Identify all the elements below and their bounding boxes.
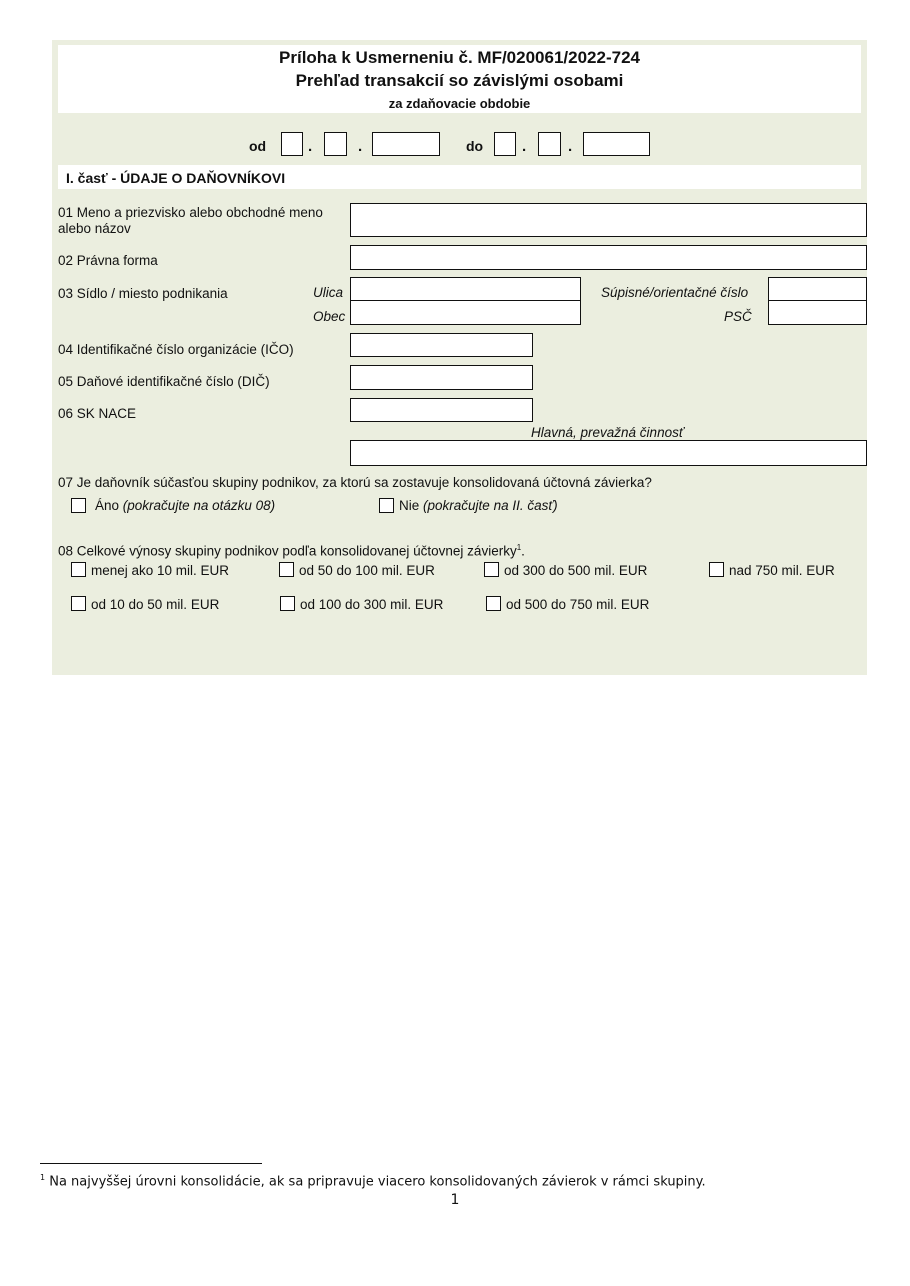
period-from-month[interactable]	[324, 132, 347, 156]
footnote-number: 1	[40, 1173, 46, 1182]
form-panel	[52, 40, 867, 675]
street-label: Ulica	[313, 285, 344, 300]
question-08-end: .	[521, 543, 525, 559]
main-activity-input[interactable]	[350, 440, 867, 466]
no-note: (pokračujte na II. časť)	[423, 498, 558, 513]
no-label: Nie	[399, 498, 420, 513]
zip-input[interactable]	[768, 300, 867, 325]
name-input[interactable]	[350, 203, 867, 237]
revenue-option-label: od 50 do 100 mil. EUR	[299, 563, 435, 578]
revenue-option-label: menej ako 10 mil. EUR	[91, 563, 230, 578]
form-title-line3: za zdaňovacie obdobie	[388, 96, 531, 111]
no-option-label	[399, 498, 558, 513]
revenue-checkbox-10-50[interactable]	[71, 596, 86, 611]
dic-input[interactable]	[350, 365, 533, 390]
revenue-checkbox-300-500[interactable]	[484, 562, 499, 577]
question-07: 07 Je daňovník súčasťou skupiny podnikov, za ktorú sa zostavuje konsolidovaná účtovná závierka?	[58, 475, 652, 490]
city-input[interactable]	[350, 300, 581, 325]
street-input[interactable]	[350, 277, 581, 302]
main-activity-label: Hlavná, prevažná činnosť	[531, 425, 684, 440]
period-from-label: od	[249, 138, 267, 154]
house-number-label: Súpisné/orientačné číslo	[601, 285, 749, 300]
field-06-label: 06 SK NACE	[58, 406, 137, 421]
period-to-label: do	[466, 138, 484, 154]
city-label: Obec	[313, 309, 346, 324]
form-title-line1: Príloha k Usmerneniu č. MF/020061/2022-724	[279, 48, 640, 67]
revenue-checkbox-gt750[interactable]	[709, 562, 724, 577]
revenue-option-label: od 300 do 500 mil. EUR	[504, 563, 648, 578]
date-separator: .	[568, 138, 573, 155]
field-02-label: 02 Právna forma	[58, 253, 158, 268]
sk-nace-input[interactable]	[350, 398, 533, 422]
ico-input[interactable]	[350, 333, 533, 357]
revenue-option-label: nad 750 mil. EUR	[729, 563, 835, 578]
revenue-option-label: od 10 do 50 mil. EUR	[91, 597, 220, 612]
field-01-label-line1: 01 Meno a priezvisko alebo obchodné meno	[58, 205, 323, 220]
revenue-option-label: od 100 do 300 mil. EUR	[300, 597, 444, 612]
footnote	[40, 1173, 706, 1189]
zip-label: PSČ	[724, 309, 752, 324]
yes-option-label	[95, 498, 275, 513]
field-05-label: 05 Daňové identifikačné číslo (DIČ)	[58, 374, 270, 389]
field-03-label: 03 Sídlo / miesto podnikania	[58, 286, 228, 301]
house-number-input[interactable]	[768, 277, 867, 302]
yes-checkbox[interactable]	[71, 498, 86, 513]
yes-note: (pokračujte na otázku 08)	[122, 498, 276, 513]
revenue-option-label: od 500 do 750 mil. EUR	[506, 597, 650, 612]
period-from-day[interactable]	[281, 132, 303, 156]
question-08	[58, 543, 525, 559]
field-04-label: 04 Identifikačné číslo organizácie (IČO)	[58, 342, 294, 357]
field-01-label-line2: alebo názov	[58, 221, 131, 236]
period-to-day[interactable]	[494, 132, 516, 156]
form-title-line2: Prehľad transakcií so závislými osobami	[295, 71, 624, 90]
section-header	[58, 165, 861, 189]
footnote-text: Na najvyššej úrovni konsolidácie, ak sa pripravuje viacero konsolidovaných závierok v rámci skupiny.	[49, 1174, 706, 1190]
yes-label: Áno	[95, 498, 120, 513]
date-separator: .	[358, 138, 363, 155]
footnote-ref: 1	[516, 543, 522, 552]
form-header	[58, 45, 861, 113]
section-title: I. časť - ÚDAJE O DAŇOVNÍKOVI	[66, 170, 286, 186]
legal-form-input[interactable]	[350, 245, 867, 270]
page-number: 1	[450, 1192, 460, 1208]
revenue-checkbox-50-100[interactable]	[279, 562, 294, 577]
revenue-checkbox-lt10[interactable]	[71, 562, 86, 577]
footnote-divider	[40, 1163, 262, 1164]
question-08-text: 08 Celkové výnosy skupiny podnikov podľa konsolidovanej účtovnej závierky	[58, 543, 517, 559]
period-to-month[interactable]	[538, 132, 561, 156]
revenue-checkbox-100-300[interactable]	[280, 596, 295, 611]
date-separator: .	[522, 138, 527, 155]
date-separator: .	[308, 138, 313, 155]
period-from-year[interactable]	[372, 132, 440, 156]
no-checkbox[interactable]	[379, 498, 394, 513]
period-to-year[interactable]	[583, 132, 650, 156]
revenue-checkbox-500-750[interactable]	[486, 596, 501, 611]
